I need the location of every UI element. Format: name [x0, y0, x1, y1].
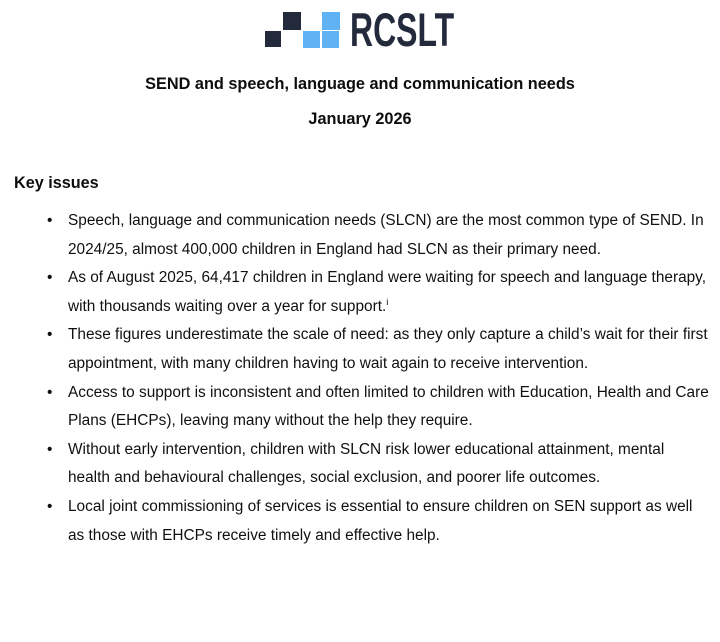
list-item — [47, 436, 709, 493]
key-issues-list — [47, 207, 709, 550]
bullet-marker: • — [47, 383, 53, 401]
bullet-text: Speech, language and communication needs (SLCN) are the most common type of SEND. In 2024/25, almost 400,000 children in England had SLCN as their primary need. — [68, 212, 704, 258]
logo-square-dark-large — [283, 12, 301, 30]
rcslt-logo — [0, 0, 720, 56]
bullet-text: Access to support is inconsistent and often limited to children with Education, Health and Care Plans (EHCPs), leaving many without the help they require. — [68, 383, 709, 430]
list-item — [47, 493, 709, 550]
list-item — [47, 321, 709, 378]
list-item — [47, 264, 709, 321]
bullet-text: Local joint commissioning of services is essential to ensure children on SEN support as well as those with EHCPs receive timely and effective help. — [68, 497, 693, 544]
document-title-line-1: SEND and speech, language and communication needs — [145, 75, 575, 93]
bullet-marker: • — [47, 212, 53, 229]
rcslt-logo-text-wrap — [349, 3, 456, 56]
rcslt-logo-text: RCSLT — [349, 3, 454, 56]
rcslt-logo-icon — [265, 11, 340, 50]
logo-square-blue-bottom-right — [322, 31, 339, 48]
logo-square-blue-top-right — [322, 12, 340, 30]
list-item — [47, 379, 709, 436]
key-issues-heading: Key issues — [14, 174, 99, 192]
bullet-text: Without early intervention, children with SLCN risk lower educational attainment, mental health and behavioural challenges, social exclusion, and poorer life outcomes. — [68, 440, 665, 487]
bullet-marker: • — [47, 269, 53, 287]
logo-square-blue-bottom-mid — [303, 31, 320, 48]
document-title-line-2: January 2026 — [308, 110, 412, 128]
logo-square-dark-small — [265, 31, 281, 47]
list-item — [47, 207, 709, 264]
bullet-marker: • — [47, 497, 53, 515]
document-title — [0, 67, 720, 137]
bullet-marker: • — [47, 440, 53, 458]
bullet-text: As of August 2025, 64,417 children in England were waiting for speech and language therapy, with thousands waiting over a year for support. — [68, 269, 707, 315]
bullet-marker: • — [47, 326, 53, 344]
bullet-text: These figures underestimate the scale of need: as they only capture a child’s wait for their first appointment, with many children having to wait again to receive intervention. — [68, 326, 708, 372]
footnote-reference-i: i — [386, 296, 389, 308]
